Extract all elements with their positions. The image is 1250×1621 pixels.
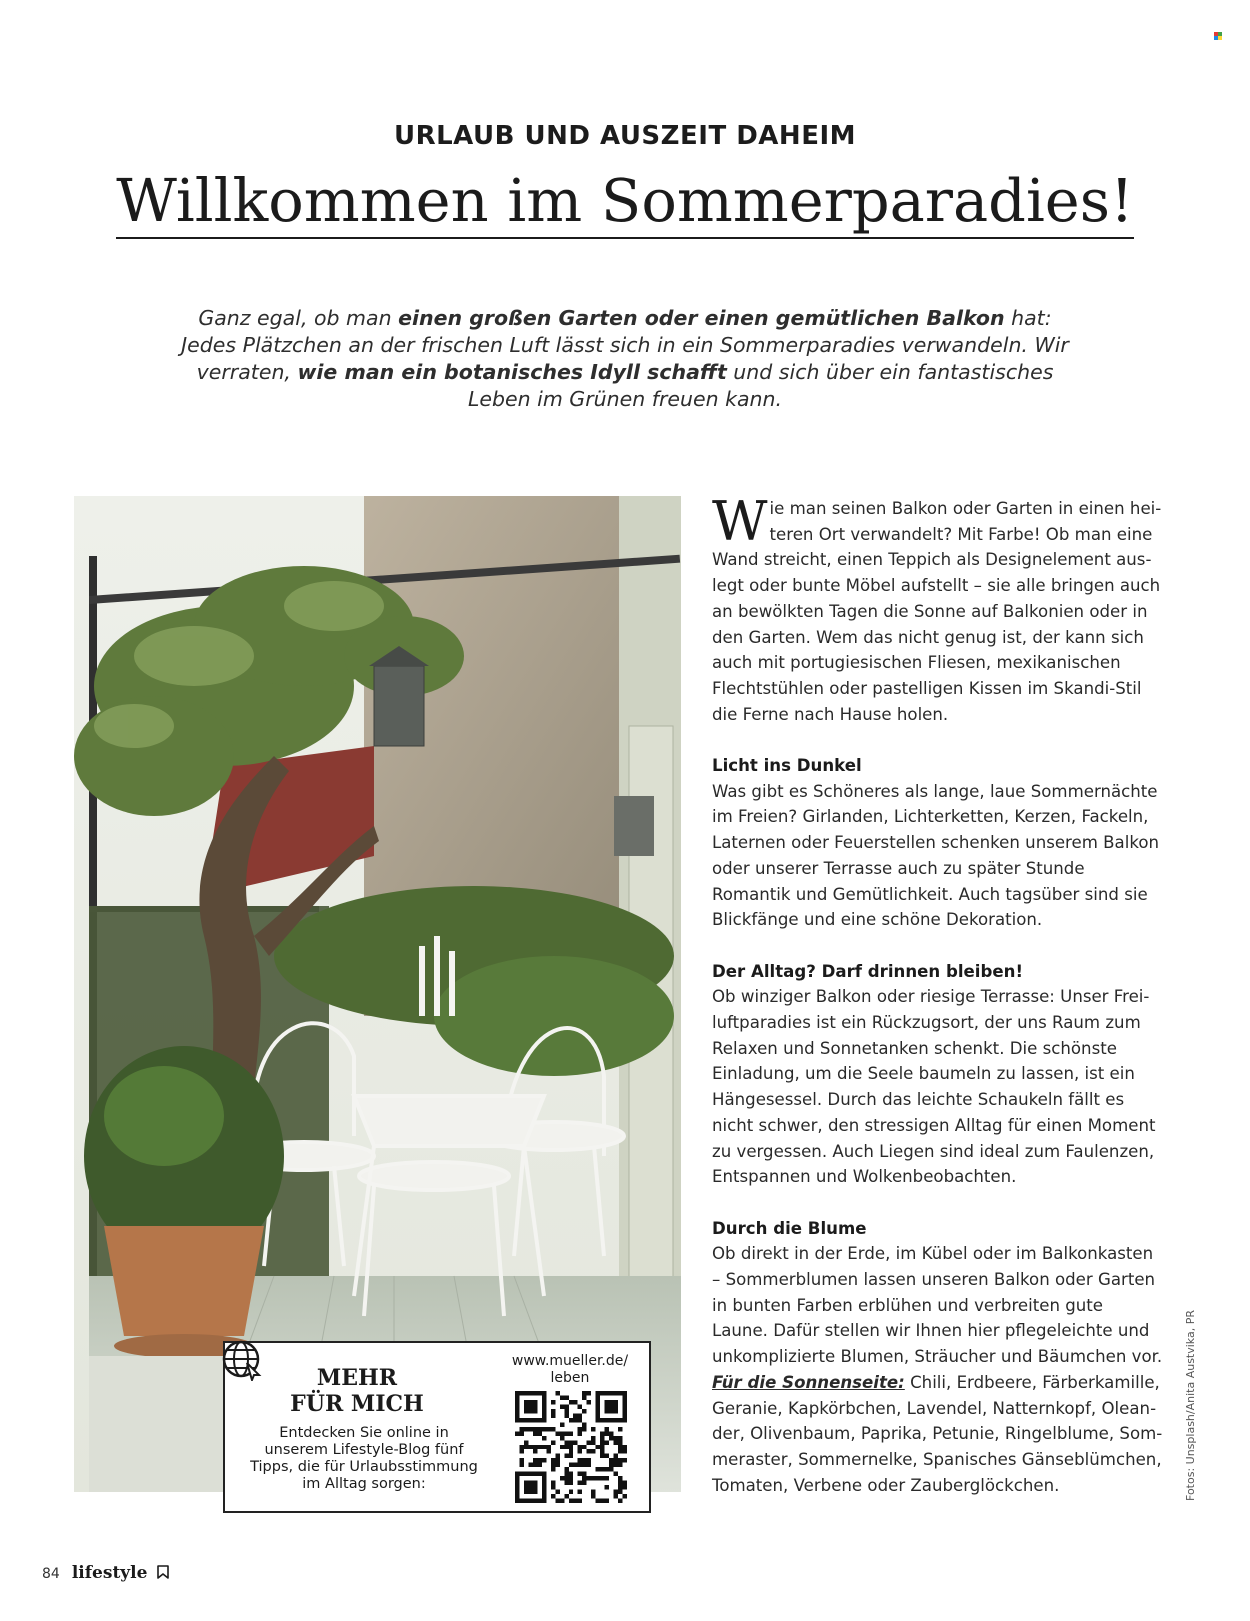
qr-code[interactable] [515, 1391, 627, 1503]
more-for-me-box [223, 1341, 651, 1513]
box-text: Entdecken Sie online in unserem Lifestyle-Blog fünf Tipps, die für Urlaubsstimmung im Alltag sorgen: [250, 1425, 478, 1492]
corner-color-mark [1214, 32, 1222, 40]
brand-icon [155, 1564, 171, 1580]
section-text: Ob direkt in der Erde, im Kübel oder im Balkonkasten – Sommerblumen lassen unseren Balkon oder Garten in bunten Farben erblühen und verbreiten gute Laune. Dafür stellen wir Ihnen hier pflegeleichte und unkomplizierte Blumen, Sträucher und Bäumchen vor. [712, 1244, 1163, 1367]
page-footer [42, 1562, 171, 1582]
section-flowers [712, 1216, 1164, 1499]
box-title: MEHR FÜR MICH [290, 1365, 424, 1417]
magazine-name: lifestyle [71, 1563, 148, 1583]
sunny-side-label: Für die Sonnenseite: [712, 1372, 905, 1392]
globe-cursor-icon [221, 1339, 263, 1381]
headline: Willkommen im Sommerparadies! [0, 166, 1250, 235]
sunny-side-list: Für die Sonnenseite: Chili, Erdbeere, Färberkamille, Geranie, Kapkörbchen, Lavendel, Natternkopf, Oleander, Olivenbaum, Paprika, Petunie, Ringelblume, Sommeraster, Sommernelke, Spanisches Gänseblümchen, Tomaten, Verbene oder Zauberglöckchen. [712, 1372, 1163, 1495]
article-body [712, 490, 1164, 1524]
intro-paragraph: Ganz egal, ob man einen großen Garten oder einen gemütlichen Balkon hat: Jedes Plätzchen an der frischen Luft lässt sich in ein Sommerparadies verwandeln. Wir verraten, wie man ein botanisches Idyll schafft und sich über ein fantastisches Leben im Grünen freuen kann. [181, 306, 1069, 411]
section-text: Was gibt es Schöneres als lange, laue Sommernächte im Freien? Girlanden, Lichterketten, Kerzen, Fackeln, Laternen oder Feuerstellen schenken unserem Balkon oder unserer Terrasse auch zu später Stunde Romantik und Gemütlichkeit. Auch tagsüber sind sie Blickfänge und eine schöne Dekoration. [712, 781, 1160, 930]
section-heading: Der Alltag? Darf drinnen bleiben! [712, 961, 1024, 981]
section-heading: Durch die Blume [712, 1218, 867, 1238]
section-light [712, 753, 1164, 933]
lead-paragraph: Wie man seinen Balkon oder Garten in einen heiteren Ort verwandelt? Mit Farbe! Ob man eine Wand streicht, einen Teppich als Designelement auslegt oder bunte Möbel aufstellt – sie alle bringen auch an bewölkten Tagen die Sonne auf Balkonien oder in den Garten. Wem das nicht genug ist, der kann sich auch mit portugiesischen Fliesen, mexikanischen Flechtstühlen oder pastelligen Kissen im Skandi-Stil die Ferne nach Hause holen. [712, 490, 1162, 724]
photo-credit: Fotos: Unsplash/Anita Austvika, PR [1184, 1310, 1197, 1501]
blog-link[interactable]: www.mueller.de/ leben [511, 1353, 629, 1386]
page-number: 84 [42, 1566, 60, 1582]
section-text: Ob winziger Balkon oder riesige Terrasse: Unser Freiluftparadies ist ein Rückzugsort, der uns Raum zum Relaxen und Sonnetanken schenkt. Die schönste Einladung, um die Seele baumeln zu lassen, ist ein Hängesessel. Durch das leichte Schaukeln fällt es nicht schwer, den stressigen Alltag für einen Moment zu vergessen. Auch Liegen sind ideal zum Faulenzen, Entspannen und Wolkenbeobachten. [712, 987, 1156, 1187]
kicker: URLAUB UND AUSZEIT DAHEIM [393, 121, 856, 151]
dropcap: W [712, 490, 768, 553]
section-heading: Licht ins Dunkel [712, 756, 862, 776]
section-everyday [712, 959, 1164, 1190]
